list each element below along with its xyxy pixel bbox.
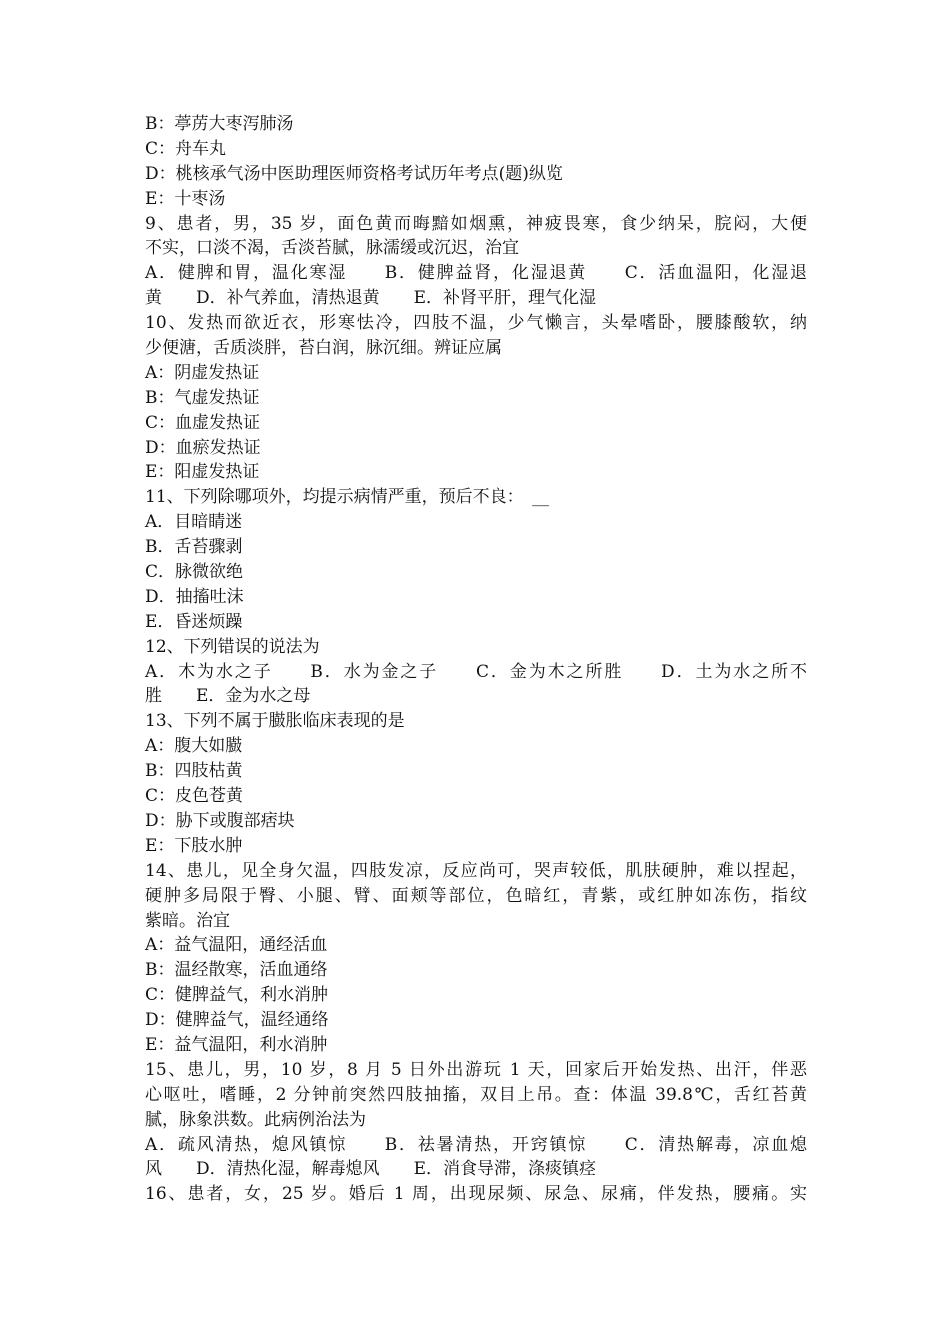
question-16: 16、患者，女，25 岁。婚后 1 周，出现尿频、尿急、尿痛，伴发热，腰痛。实 [145,1184,807,1205]
question-11: 11、下列除哪项外，均提示病情严重，预后不良： __ [145,487,550,508]
option-line: E：下肢水肿 [145,835,243,856]
question-15-cont: 心呕吐，嗜睡，2 分钟前突然四肢抽搐，双目上吊。查：体温 39.8℃，舌红苔黄 [145,1084,807,1105]
option-line: D：健脾益气，温经通络 [145,1010,329,1031]
option-line: D：桃核承气汤中医助理医师资格考试历年考点(题)纵览 [145,163,563,184]
option-line: A：益气温阳，通经活血 [145,935,328,956]
option-line: D．抽搐吐沫 [145,586,244,607]
option-line: C：舟车丸 [145,138,227,159]
option-line: B．舌苔骤剥 [145,537,243,558]
question-9-options: A．健脾和胃，温化寒湿 B．健脾益肾，化湿退黄 C．活血温阳，化湿退 [145,263,807,284]
option-line: D：胁下或腹部痞块 [145,810,295,831]
option-line: C：皮色苍黄 [145,786,244,807]
question-9-options-cont: 黄 D．补气养血，清热退黄 E．补肾平肝，理气化湿 [145,288,597,309]
option-line: B：葶苈大枣泻肺汤 [145,114,294,134]
question-12-options: A．木为水之子 B．水为金之子 C．金为木之所胜 D．土为水之所不 [145,661,807,682]
option-line: E：益气温阳，利水消肿 [145,1034,328,1055]
question-15-cont: 腻，脉象洪数。此病例治法为 [145,1109,366,1130]
question-15-options-cont: 风 D．清热化湿，解毒熄风 E．消食导滞，涤痰镇痉 [145,1159,597,1180]
option-line: C：血虚发热证 [145,412,261,433]
option-line: A：腹大如臌 [145,736,243,757]
option-line: E：十枣汤 [145,188,226,209]
option-line: C．脉微欲绝 [145,562,244,583]
option-line: B：气虚发热证 [145,387,260,408]
option-line: E．昏迷烦躁 [145,611,243,632]
question-10-cont: 少便溏，舌质淡胖，苔白润，脉沉细。辨证应属 [145,338,502,359]
question-14-cont: 硬肿多局限于臀、小腿、臂、面颊等部位，色暗红，青紫，或红肿如冻伤，指纹 [145,885,807,906]
option-line: B：温经散寒，活血通络 [145,960,328,981]
option-line: A．目暗睛迷 [145,512,243,533]
question-14-cont: 紫暗。治宜 [145,910,230,931]
question-14: 14、患儿，见全身欠温，四肢发凉，反应尚可，哭声较低，肌肤硬肿，难以捏起， [145,860,807,881]
option-line: A：阴虚发热证 [145,362,260,383]
question-10: 10、发热而欲近衣，形寒怯冷，四肢不温，少气懒言，头晕嗜卧，腰膝酸软，纳 [145,313,807,334]
question-15: 15、患儿，男，10 岁，8 月 5 日外出游玩 1 天，回家后开始发热、出汗，伴恶 [145,1059,807,1080]
question-13: 13、下列不属于臌胀临床表现的是 [145,711,405,732]
question-12-options-cont: 胜 E．金为水之母 [145,686,311,707]
question-15-options: A．疏风清热，熄风镇惊 B．祛暑清热，开窍镇惊 C．清热解毒，凉血熄 [145,1134,807,1155]
question-9: 9、患者，男，35 岁，面色黄而晦黯如烟熏，神疲畏寒，食少纳呆，脘闷，大便 [145,213,807,234]
document-page [145,112,807,1207]
option-line: E：阳虚发热证 [145,462,260,483]
question-12: 12、下列错误的说法为 [145,636,320,657]
option-line: C：健脾益气，利水消肿 [145,985,329,1006]
option-line: B：四肢枯黄 [145,761,243,782]
option-line: D：血瘀发热证 [145,437,261,458]
question-9-cont: 不实，口淡不渴，舌淡苔腻，脉濡缓或沉迟，治宜 [145,238,519,259]
